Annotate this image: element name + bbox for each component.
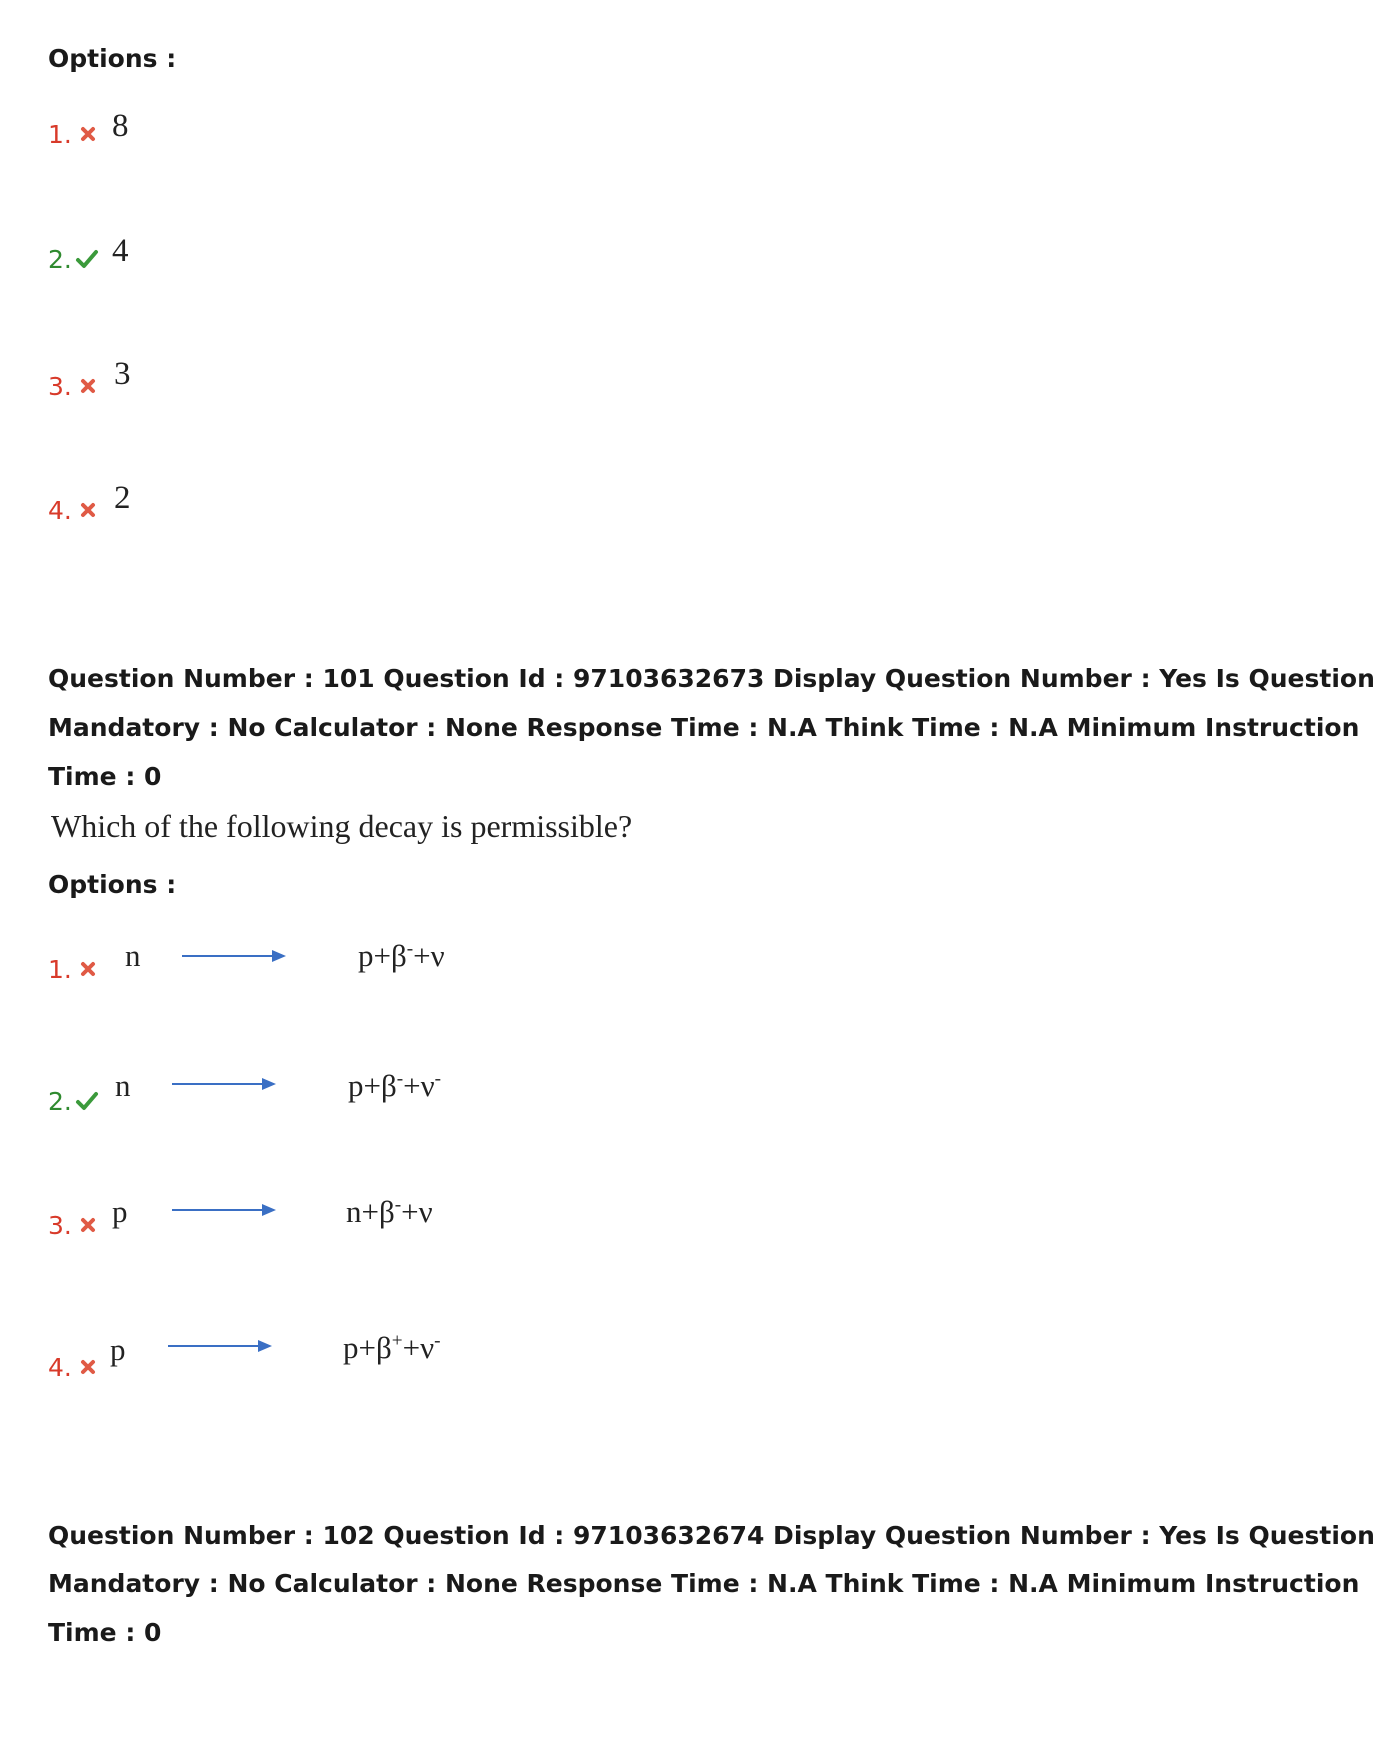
arrow-icon — [166, 1336, 276, 1356]
product-base: p+β — [358, 938, 407, 973]
options-label: Options : — [48, 870, 177, 899]
beta-superscript: + — [391, 1330, 403, 1352]
beta-superscript: - — [396, 1068, 404, 1090]
arrow-icon — [180, 946, 290, 966]
reactant: p — [110, 1332, 126, 1367]
nu-superscript: - — [434, 1330, 441, 1352]
option-number: 2. — [48, 245, 72, 274]
question-meta-line-2: Mandatory : No Calculator : None Response Time : N.A Think Time : N.A Minimum Instruction — [48, 1569, 1360, 1598]
decay-products — [343, 1330, 441, 1366]
product-tail: +ν — [401, 1194, 433, 1229]
product-base: p+β — [343, 1330, 392, 1365]
cross-icon — [80, 126, 96, 142]
option-value: 2 — [114, 480, 131, 516]
option-number: 1. — [48, 955, 72, 984]
option-number: 4. — [48, 496, 72, 525]
decay-option-3 — [48, 1211, 168, 1251]
product-base: p+β — [348, 1068, 397, 1103]
question-text: Which of the following decay is permissible? — [51, 808, 633, 844]
question-meta-line-1: Question Number : 102 Question Id : 97103632674 Display Question Number : Yes Is Question — [48, 1521, 1375, 1550]
cross-icon — [80, 378, 96, 394]
option-number: 4. — [48, 1353, 72, 1382]
option-value: 3 — [114, 356, 131, 392]
decay-option-1 — [48, 955, 168, 995]
nu-superscript: - — [434, 1068, 442, 1090]
arrow-icon — [170, 1200, 280, 1220]
check-icon — [76, 249, 98, 269]
decay-products — [358, 938, 445, 974]
question-meta-line-1: Question Number : 101 Question Id : 97103632673 Display Question Number : Yes Is Question — [48, 664, 1375, 693]
check-icon — [76, 1091, 98, 1111]
beta-superscript: - — [406, 938, 414, 960]
product-base: n+β — [346, 1194, 395, 1229]
decay-products — [348, 1068, 441, 1104]
option-row-4 — [48, 496, 168, 536]
question-meta-line-3: Time : 0 — [48, 762, 162, 791]
cross-icon — [80, 961, 96, 977]
cross-icon — [80, 1359, 96, 1375]
decay-option-4 — [48, 1353, 168, 1393]
decay-option-2 — [48, 1087, 168, 1127]
cross-icon — [80, 502, 96, 518]
beta-superscript: - — [394, 1194, 402, 1216]
option-number: 3. — [48, 372, 72, 401]
arrow-icon — [170, 1074, 280, 1094]
reactant: n — [125, 938, 141, 973]
option-value: 8 — [112, 108, 129, 144]
option-number: 2. — [48, 1087, 72, 1116]
option-row-2 — [48, 245, 168, 285]
option-number: 3. — [48, 1211, 72, 1240]
decay-products — [346, 1194, 433, 1230]
question-meta-line-2: Mandatory : No Calculator : None Response Time : N.A Think Time : N.A Minimum Instruction — [48, 713, 1360, 742]
product-tail: +ν — [403, 1068, 435, 1103]
options-label: Options : — [48, 44, 177, 73]
option-value: 4 — [112, 233, 129, 269]
product-tail: +ν — [413, 938, 445, 973]
reactant: p — [112, 1194, 128, 1229]
option-number: 1. — [48, 120, 72, 149]
option-row-3 — [48, 372, 168, 412]
cross-icon — [80, 1217, 96, 1233]
reactant: n — [115, 1068, 131, 1103]
question-meta-line-3: Time : 0 — [48, 1618, 162, 1647]
product-tail: +ν — [402, 1330, 435, 1365]
option-row-1 — [48, 120, 168, 160]
